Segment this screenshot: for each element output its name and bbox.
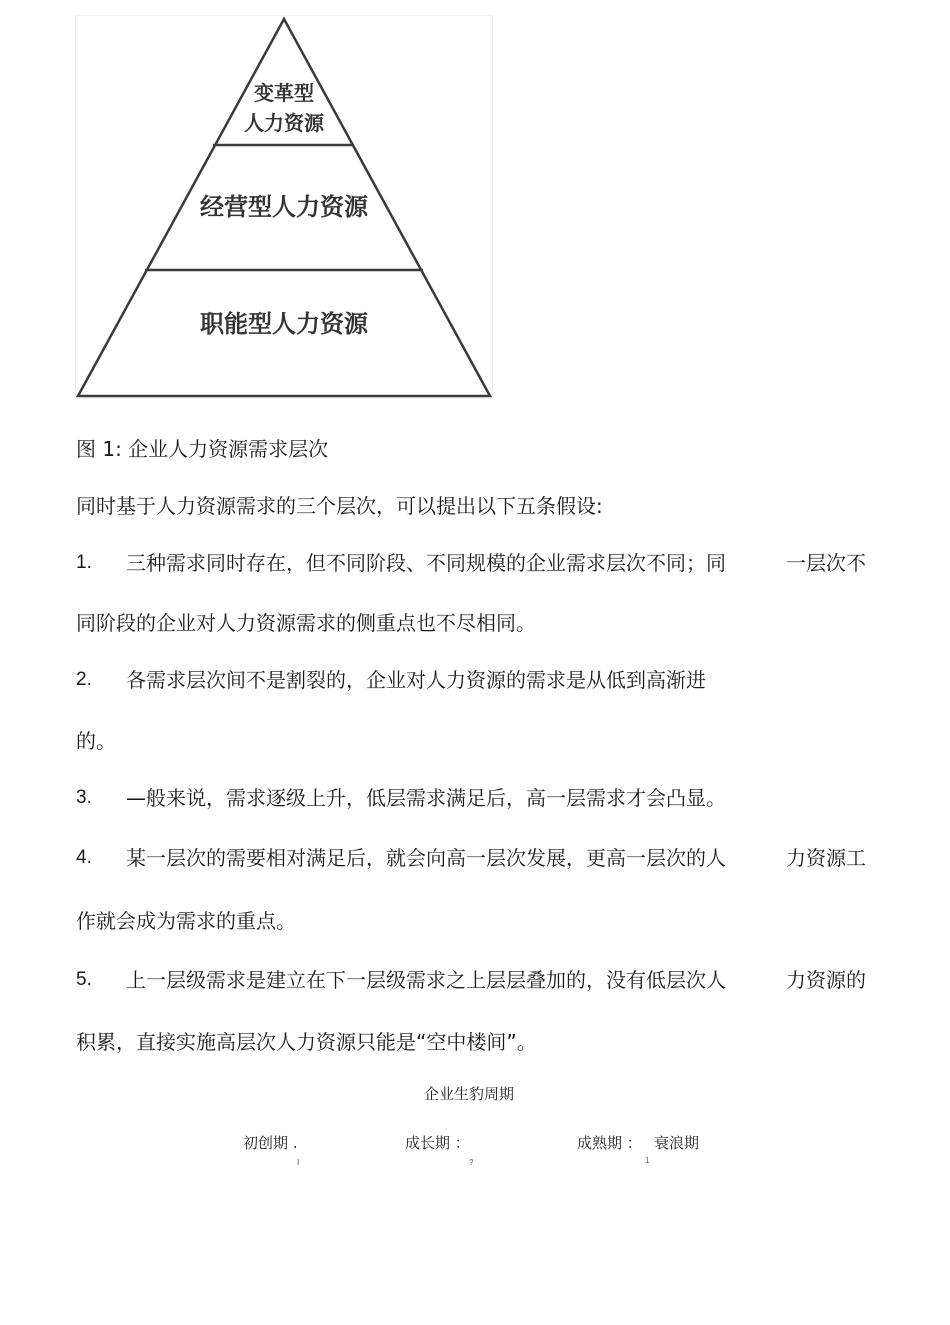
lifecycle-stage-decline: 衰浪期 (654, 1134, 700, 1152)
lifecycle-mark-3: 1 (645, 1156, 650, 1165)
figure-caption: 图 1: 企业人力资源需求层次 (76, 437, 329, 461)
lifecycle-stage-growth: 成长期 ： (405, 1134, 470, 1152)
item-4-text-continued: 作就会成为需求的重点。 (76, 909, 296, 933)
item-5-text-continued: 积累，直接实施高层次人力资源只能是“空中楼间”。 (76, 1030, 537, 1054)
item-2-text-continued: 的。 (76, 729, 116, 753)
pyramid-level-middle: 经营型人力资源 (200, 193, 368, 221)
pyramid-figure (76, 16, 492, 398)
lifecycle-mark-2: ? (469, 1158, 474, 1167)
item-4-number: 4. (76, 847, 92, 868)
item-1-text-continued: 同阶段的企业对人力资源需求的侧重点也不尽相同。 (76, 611, 536, 635)
item-2-number: 2. (76, 669, 92, 690)
item-3-text: —般来说，需求逐级上升，低层需求满足后，高一层需求才会凸显。 (126, 786, 726, 810)
item-2-text: 各需求层次间不是割裂的，企业对人力资源的需求是从低到高渐进 (126, 668, 706, 692)
item-5-text-end: 力资源的 (786, 968, 866, 992)
pyramid-level-top-line1: 变革型 (254, 81, 314, 105)
pyramid-level-bottom: 职能型人力资源 (200, 310, 368, 338)
item-1-text-end: 一层次不 (786, 551, 866, 575)
lifecycle-stage-maturity: 成熟期 ： (577, 1134, 642, 1152)
item-5-number: 5. (76, 969, 92, 990)
item-5-text: 上一层级需求是建立在下一层级需求之上层层叠加的，没有低层次人 (126, 968, 726, 992)
lifecycle-stage-startup: 初创期 . (243, 1134, 298, 1152)
item-4-text: 某一层次的需要相对满足后，就会向高一层次发展，更高一层次的人 (126, 846, 726, 870)
item-4-text-end: 力资源工 (786, 846, 866, 870)
pyramid-level-top-line2: 人力资源 (244, 111, 324, 135)
item-1-number: 1. (76, 552, 92, 573)
intro-paragraph: 同时基于人力资源需求的三个层次，可以提出以下五条假设: (76, 494, 603, 518)
lifecycle-title: 企业生豹周期 (424, 1085, 515, 1103)
item-1-text: 三种需求同时存在，但不同阶段、不同规模的企业需求层次不同；同 (126, 551, 726, 575)
lifecycle-mark-1: I (297, 1158, 300, 1167)
item-3-number: 3. (76, 787, 92, 808)
pyramid-level-top (234, 78, 334, 138)
